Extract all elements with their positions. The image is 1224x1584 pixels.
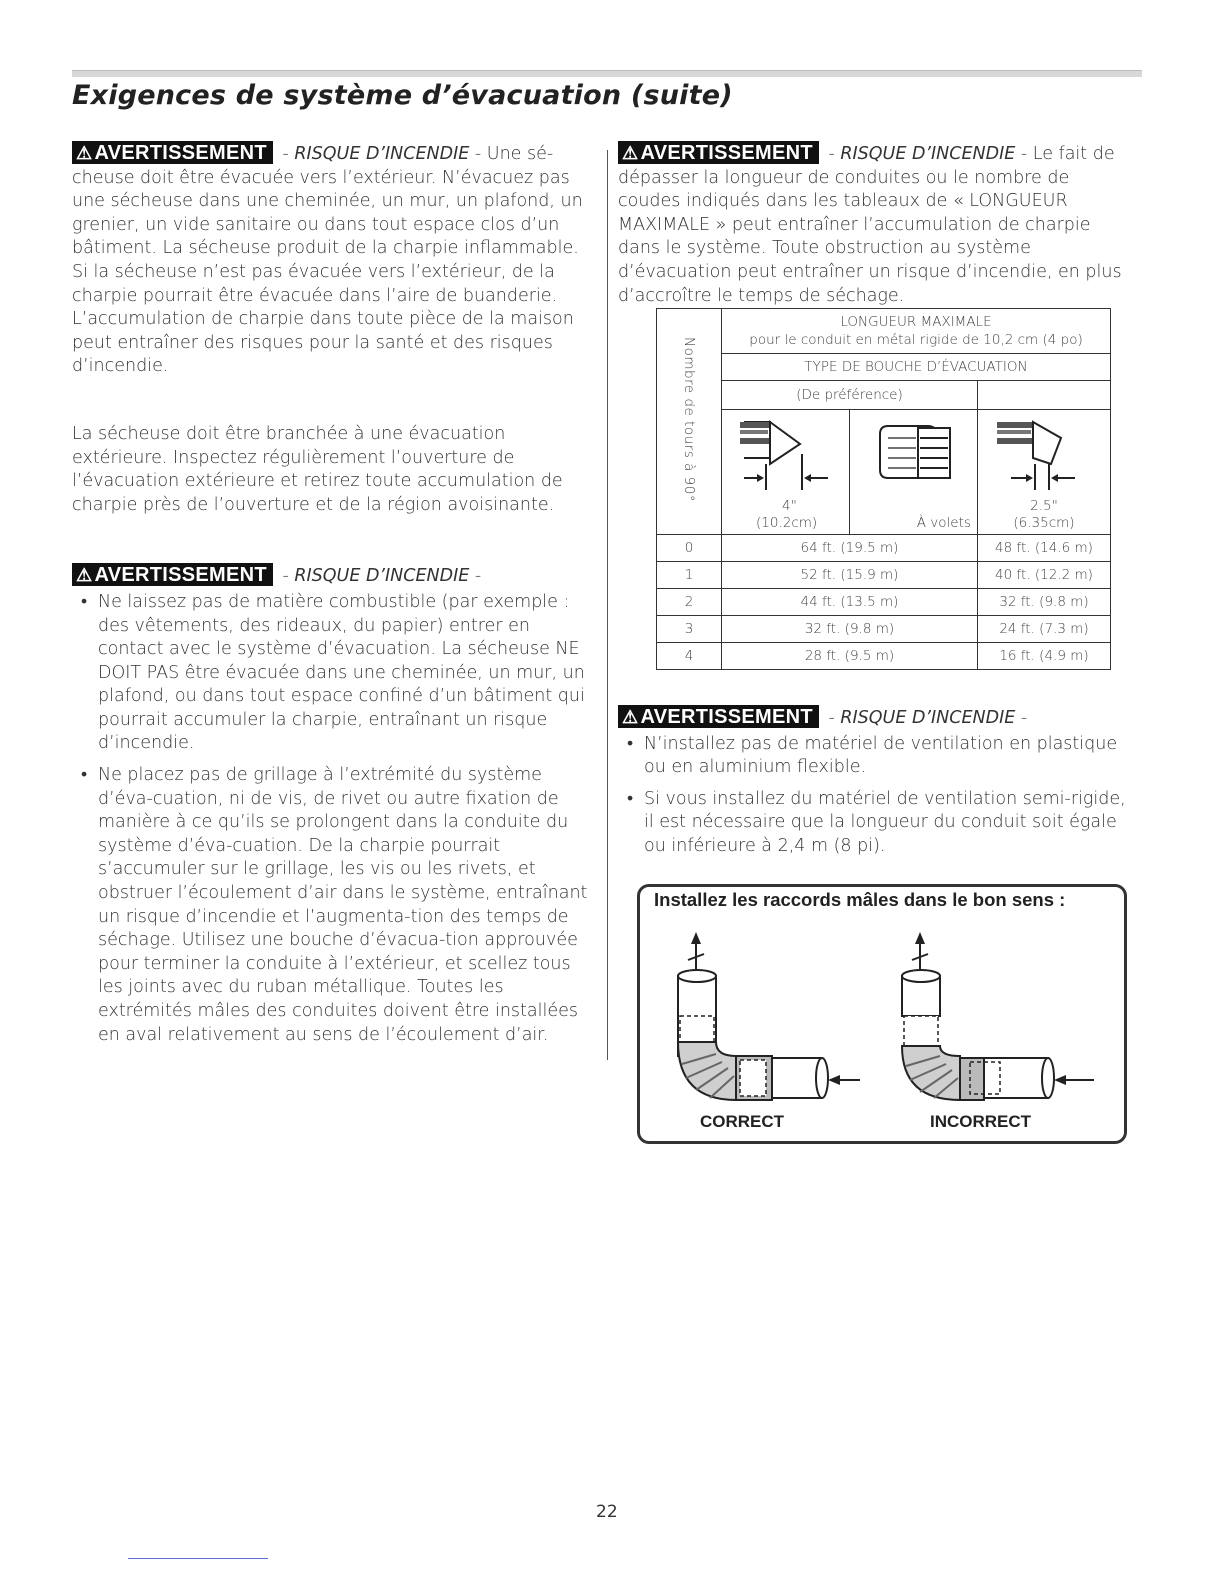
hood-2-5in-cell: [977, 410, 1110, 535]
other-length-cell: 16 ft. (4.9 m): [977, 643, 1110, 670]
footer-rule: [128, 1558, 268, 1559]
preferred-length-cell: 64 ft. (19.5 m): [722, 535, 978, 562]
warning-text: Le fait de dépasser la longueur de conduites ou le nombre de coudes indiqués dans les tableaux de « LONGUEUR MAXIMALE » peut entraîner l’accumulation de charpie dans le système. Toute obstruction au système d’évacuation peut entraîner un risque d’incendie, en plus d’accroître le temps de séchage.: [618, 144, 1122, 306]
correct-duct-illustration: [660, 930, 860, 1110]
warning-block-4: ⚠ AVERTISSEMENT - RISQUE D’INCENDIE -: [618, 705, 1128, 731]
warning-badge-label: AVERTISSEMENT: [94, 564, 267, 587]
page-number: 22: [596, 1502, 618, 1522]
hood-louvered-cell: [849, 410, 977, 535]
louvered-vent-icon: [858, 414, 968, 494]
table-row: [657, 643, 1111, 670]
risk-label: RISQUE D’INCENDIE: [294, 144, 470, 164]
list-item: • Si vous installez du matériel de ventilation semi-rigide, il est nécessaire que la longueur du conduit soit égale ou inférieure à 2,4 m (8 pi).: [618, 788, 1128, 859]
incorrect-duct-illustration: [884, 930, 1100, 1110]
preferred-length-cell: 28 ft. (9.5 m): [722, 643, 978, 670]
table-row: [657, 589, 1111, 616]
elbows-header-cell: [657, 309, 722, 535]
table-row: [657, 616, 1111, 643]
warning-triangle-icon: ⚠: [622, 143, 639, 163]
table-row: [657, 562, 1111, 589]
warning-block-3: ⚠ AVERTISSEMENT - RISQUE D’INCENDIE - Le fait de dépasser la longueur de conduites ou le nombre de coudes indiqués dans les tableaux de « LONGUEUR MAXIMALE » peut entraîner l’accumulation de charpie dans le système. Toute obstruction au système d’évacuation peut entraîner un risque d’incendie, en plus d’accroître le temps de séchage.: [618, 142, 1122, 306]
elbows-cell: 2: [657, 589, 722, 616]
page-title: Exigences de système d’évacuation (suite): [72, 80, 733, 111]
risk-label: RISQUE D’INCENDIE: [294, 566, 470, 587]
preferred-length-cell: 52 ft. (15.9 m): [722, 562, 978, 589]
other-length-cell: 32 ft. (9.8 m): [977, 589, 1110, 616]
incorrect-label: INCORRECT: [930, 1112, 1032, 1131]
hood-2-5in-metric: (6.35cm): [1013, 515, 1075, 531]
duct-direction-title: Installez les raccords mâles dans le bon sens :: [654, 889, 1066, 910]
left-column: [72, 141, 598, 1055]
table-title: LONGUEUR MAXIMALE: [840, 314, 992, 330]
table-title-cell: [722, 309, 1111, 354]
warning-badge-label: AVERTISSEMENT: [640, 142, 813, 164]
table-row: [657, 535, 1111, 562]
list-item: • N’installez pas de matériel de ventilation en plastique ou en aluminium flexible.: [618, 733, 1128, 780]
hood-4in-metric: (10.2cm): [756, 515, 818, 531]
left-bullet-list: [72, 591, 598, 1047]
vent-hood-4in-icon: [730, 414, 840, 494]
warning-badge: [618, 141, 819, 164]
warning-triangle-icon: ⚠: [76, 143, 93, 163]
empty-header-cell: [977, 381, 1110, 410]
warning-block-1: ⚠ AVERTISSEMENT - RISQUE D’INCENDIE - Une sé-cheuse doit être évacuée vers l’extérieur. N’évacuez pas une sécheuse dans une cheminée, un mur, un plafond, un grenier, un vide sanitaire ou dans tout espace clos d’un bâtiment. La sécheuse produit de la charpie inflammable. Si la sécheuse n’est pas évacuée vers l’extérieur, de la charpie pourrait être évacuée dans l’aire de buanderie. L’accumulation de charpie dans toute pièce de la maison peut entraîner des risques pour la santé et des risques d’incendie.: [72, 142, 583, 377]
table-subtitle: pour le conduit en métal rigide de 10,2 cm (4 po): [749, 332, 1083, 348]
hood-4in-cell: [722, 410, 850, 535]
elbows-cell: 3: [657, 616, 722, 643]
vent-hood-2-5in-icon: [989, 414, 1099, 494]
other-length-cell: 48 ft. (14.6 m): [977, 535, 1110, 562]
hood-4in-size: 4": [782, 498, 797, 514]
warning-badge-label: AVERTISSEMENT: [94, 142, 267, 164]
warning-text: Une sé-cheuse doit être évacuée vers l’extérieur. N’évacuez pas une sécheuse dans une cheminée, un mur, un plafond, un grenier, un vide sanitaire ou dans tout espace clos d’un bâtiment. La sécheuse produit de la charpie inflammable. Si la sécheuse n’est pas évacuée vers l’extérieur, de la charpie pourrait être évacuée dans l’aire de buanderie. L’accumulation de charpie dans toute pièce de la maison peut entraîner des risques pour la santé et des risques d’incendie.: [72, 144, 583, 377]
list-item: • Ne laissez pas de matière combustible (par exemple : des vêtements, des rideaux, du papier) entrer en contact avec le système d’évacuation. La sécheuse NE DOIT PAS être évacuée dans une cheminée, un mur, un plafond, ou dans tout espace confiné d’un bâtiment qui pourrait accumuler la charpie, entraînant un risque d’incendie.: [72, 591, 598, 756]
type-header: TYPE DE BOUCHE D’ÉVACUATION: [722, 354, 1111, 381]
vent-paragraph: La sécheuse doit être branchée à une évacuation extérieure. Inspectez régulièrement l’ouverture de l’évacuation extérieure et retirez toute accumulation de charpie près de l’ouverture et de la région avoisinante.: [72, 423, 563, 515]
list-item: • Ne placez pas de grillage à l’extrémité du système d’éva-cuation, ni de vis, de rivet ou autre fixation de manière à ce qu’ils se prolongent dans la conduite du système d’éva-cuation. De la charpie pourrait s’accumuler sur le grillage, les vis ou les rivets, et obstruer l’écoulement d’air dans le système, entraînant un risque d’incendie et l’augmenta-tion des temps de séchage. Utilisez une bouche d’évacua-tion approuvée pour terminer la conduite à l’extérieur, et scellez tous les joints avec du ruban métallique. Toutes les extrémités mâles des conduites doivent être installées en aval relativement au sens de l’écoulement d’air.: [72, 764, 598, 1047]
warning-badge-label: AVERTISSEMENT: [640, 706, 813, 728]
column-divider: [607, 150, 608, 1060]
warning-badge: [72, 563, 273, 586]
preferred-header: (De préférence): [722, 381, 978, 410]
elbows-cell: 4: [657, 643, 722, 670]
risk-label: RISQUE D’INCENDIE: [840, 708, 1016, 728]
other-length-cell: 40 ft. (12.2 m): [977, 562, 1110, 589]
warning-badge: [72, 141, 273, 164]
elbows-cell: 0: [657, 535, 722, 562]
hood-louvered-label: À volets: [916, 515, 971, 531]
elbows-cell: 1: [657, 562, 722, 589]
elbows-header: Nombre de tours à 90°: [681, 336, 697, 503]
risk-label: RISQUE D’INCENDIE: [840, 144, 1016, 164]
other-length-cell: 24 ft. (7.3 m): [977, 616, 1110, 643]
right-bullet-list: [618, 733, 1128, 859]
warning-triangle-icon: ⚠: [622, 707, 639, 727]
right-column-top: [618, 141, 1128, 308]
warning-badge: [618, 705, 819, 728]
correct-label: CORRECT: [700, 1112, 785, 1131]
preferred-length-cell: 32 ft. (9.8 m): [722, 616, 978, 643]
warning-block-2: ⚠ AVERTISSEMENT - RISQUE D’INCENDIE -: [72, 563, 598, 589]
preferred-length-cell: 44 ft. (13.5 m): [722, 589, 978, 616]
hood-2-5in-size: 2.5": [1030, 498, 1058, 514]
max-length-table: [656, 308, 1111, 670]
warning-triangle-icon: ⚠: [76, 565, 93, 586]
right-column-bottom: [618, 705, 1128, 867]
header-rule: [72, 70, 1142, 77]
